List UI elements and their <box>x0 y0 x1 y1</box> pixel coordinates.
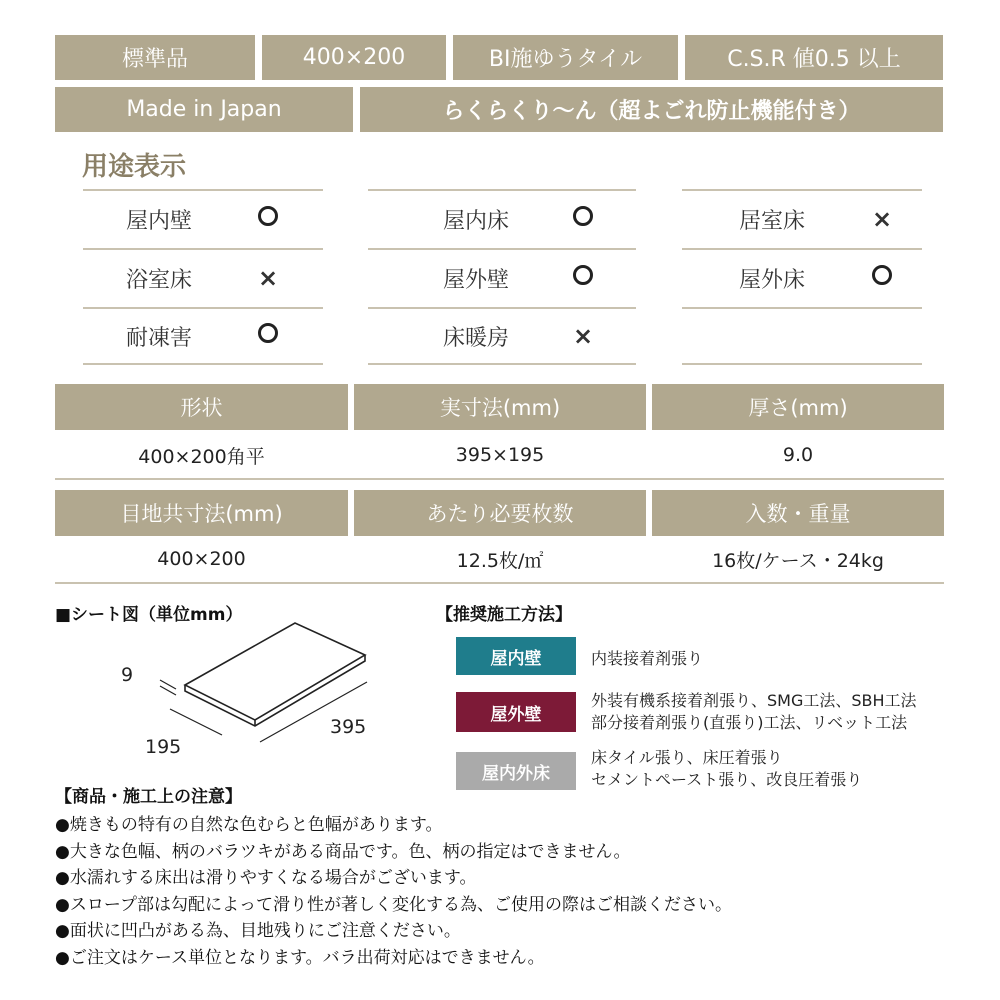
usage-label: 床暖房 <box>443 325 510 351</box>
spec-header-quantity-weight: 入数・重量 <box>652 490 944 536</box>
circle-mark-icon <box>573 206 593 232</box>
note-item: ●水濡れする床出は滑りやすくなる場合がございます。 <box>55 868 477 888</box>
spec-value-pieces-per-sqm: 12.5枚/㎡ <box>456 549 544 572</box>
note-item: ●スロープ部は勾配によって滑り性が著しく変化する為、ご使用の際はご相談ください。 <box>55 894 732 915</box>
tag-csr: C.S.R 値0.5 以上 <box>685 35 943 80</box>
spec-value-joint-size: 400×200 <box>157 548 246 570</box>
usage-cell <box>682 189 922 247</box>
usage-label: 耐凍害 <box>126 325 193 351</box>
dimension-width: 195 <box>145 736 182 758</box>
usage-label: 居室床 <box>739 208 806 234</box>
method-line: 外装有機系接着剤張り、SMG工法、SBH工法 <box>591 691 917 710</box>
circle-mark-icon <box>258 323 278 349</box>
usage-cell <box>83 189 323 247</box>
usage-label: 屋内壁 <box>126 208 193 234</box>
usage-cell <box>682 248 922 306</box>
tag-feature: らくらくり〜ん（超よごれ防止機能付き） <box>360 87 943 132</box>
usage-title: 用途表示 <box>82 152 187 182</box>
spec-value-actual-size: 395×195 <box>455 444 545 466</box>
usage-label: 屋外床 <box>739 267 806 293</box>
methods-title: 【推奨施工方法】 <box>436 605 572 625</box>
usage-cell <box>83 307 323 365</box>
usage-cell <box>368 307 636 365</box>
spec-value-quantity-weight: 16枚/ケース・24kg <box>712 549 884 572</box>
spec-value-shape: 400×200角平 <box>138 445 265 468</box>
tag-origin: Made in Japan <box>55 87 353 132</box>
usage-cell <box>83 248 323 306</box>
tile-shape <box>185 623 365 726</box>
note-item: ●面状に凹凸がある為、目地残りにご注意ください。 <box>55 921 461 941</box>
note-item: ●大きな色幅、柄のバラツキがある商品です。色、柄の指定はできません。 <box>55 841 631 862</box>
tag-size: 400×200 <box>262 35 446 80</box>
spec-header-thickness: 厚さ(mm) <box>652 384 944 430</box>
method-badge: 屋内壁 <box>456 637 576 675</box>
cross-mark-icon: × <box>258 264 279 292</box>
usage-label: 屋外壁 <box>443 267 510 293</box>
spec-header-actual-size: 実寸法(mm) <box>354 384 646 430</box>
circle-mark-icon <box>258 206 278 232</box>
sheet-diagram-title: ■シート図（単位mm） <box>55 605 243 625</box>
dimension-thickness: 9 <box>121 664 134 686</box>
circle-mark-icon <box>573 265 593 291</box>
spec-value-thickness: 9.0 <box>782 444 814 466</box>
spec-header-pieces-per-sqm: あたり必要枚数 <box>354 490 646 536</box>
spec-divider <box>55 582 944 584</box>
method-line: セメントペースト張り、改良圧着張り <box>591 770 863 789</box>
method-badge: 屋内外床 <box>456 752 576 790</box>
tag-standard: 標準品 <box>55 35 255 80</box>
method-line: 内装接着剤張り <box>591 649 704 668</box>
method-line: 部分接着剤張り(直張り)工法、リベット工法 <box>591 713 908 732</box>
spec-header-shape: 形状 <box>55 384 348 430</box>
tag-type: BI施ゆうタイル <box>453 35 678 80</box>
method-badge: 屋外壁 <box>456 692 576 732</box>
usage-cell <box>368 248 636 306</box>
method-description <box>591 648 703 670</box>
spec-header-joint-size: 目地共寸法(mm) <box>55 490 348 536</box>
note-item: ●焼きもの特有の自然な色むらと色幅があります。 <box>55 815 443 835</box>
usage-label: 屋内床 <box>443 208 510 234</box>
notes-title: 【商品・施工上の注意】 <box>55 787 242 807</box>
usage-label: 浴室床 <box>126 267 193 293</box>
dimension-length: 395 <box>330 716 367 738</box>
circle-mark-icon <box>872 265 892 291</box>
usage-cell <box>368 189 636 247</box>
cross-mark-icon: × <box>573 322 594 350</box>
spec-divider <box>55 478 944 480</box>
note-item: ●ご注文はケース単位となります。バラ出荷対応はできません。 <box>55 947 545 968</box>
cross-mark-icon: × <box>872 205 893 233</box>
method-line: 床タイル張り、床圧着張り <box>591 748 783 767</box>
method-description <box>591 747 862 791</box>
notes-list <box>55 812 732 971</box>
method-description <box>591 690 917 734</box>
usage-cell <box>682 307 922 365</box>
